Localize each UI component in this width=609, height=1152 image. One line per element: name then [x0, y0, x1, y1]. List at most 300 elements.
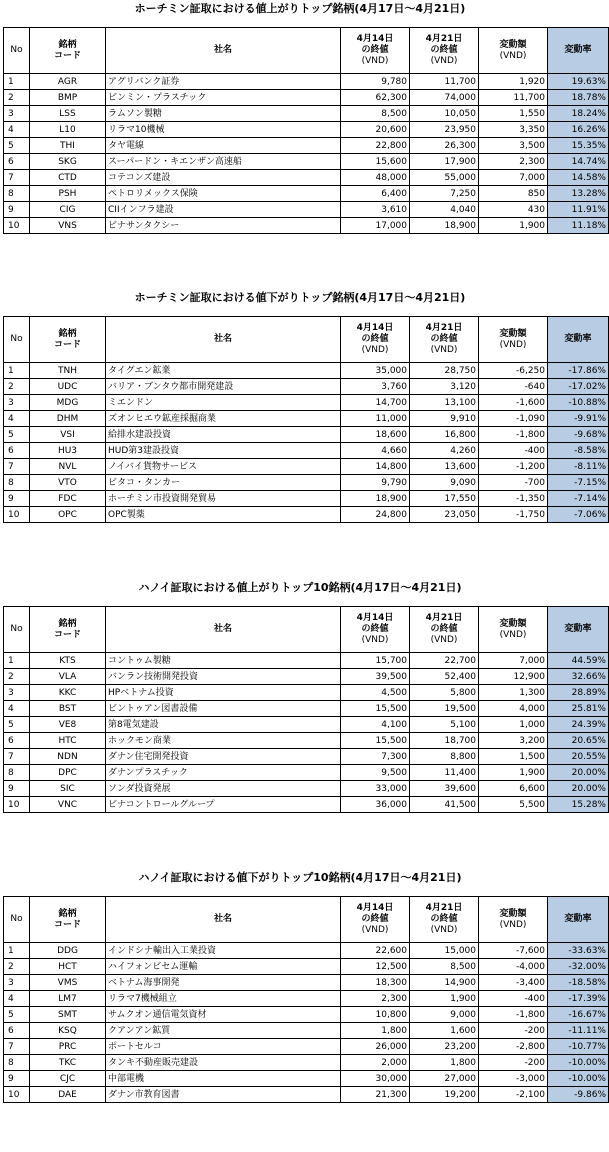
cell-no: 7: [4, 459, 30, 475]
cell-name: スーパードン・キエンザン高速船: [106, 154, 341, 170]
header-code: [30, 897, 106, 943]
header-close-a-line1: 4月14日: [356, 903, 394, 913]
cell-close-b: 41,500: [410, 797, 479, 813]
table-row: [4, 797, 609, 813]
cell-close-b: 17,900: [410, 154, 479, 170]
cell-close-b: 16,800: [410, 427, 479, 443]
header-close-b-line3: (VND): [430, 345, 458, 355]
cell-no: 5: [4, 717, 30, 733]
cell-name: ビンミン・プラスチック: [106, 90, 341, 106]
cell-name: ダナン市教育図書: [106, 1087, 341, 1103]
header-close-b-line2: の終値: [430, 334, 458, 344]
cell-close-a: 4,100: [341, 717, 410, 733]
cell-code: L10: [30, 122, 106, 138]
table-row: [4, 379, 609, 395]
cell-close-a: 15,500: [341, 733, 410, 749]
table-row: [4, 90, 609, 106]
cell-change: -1,090: [479, 411, 548, 427]
cell-name: ダナン住宅開発投資: [106, 749, 341, 765]
header-close-b-line1: 4月21日: [425, 903, 463, 913]
cell-rate: -17.39%: [548, 991, 609, 1007]
cell-close-a: 2,000: [341, 1055, 410, 1071]
header-close-b-line1: 4月21日: [425, 34, 463, 44]
cell-code: VNS: [30, 218, 106, 234]
header-close-a-line3: (VND): [361, 345, 389, 355]
cell-close-b: 4,260: [410, 443, 479, 459]
cell-code: VMS: [30, 975, 106, 991]
header-row: [4, 317, 609, 363]
cell-close-b: 1,800: [410, 1055, 479, 1071]
cell-close-a: 48,000: [341, 170, 410, 186]
cell-close-b: 11,400: [410, 765, 479, 781]
stock-table: [3, 606, 609, 813]
header-rate-label: 変動率: [564, 45, 592, 55]
cell-code: BST: [30, 701, 106, 717]
cell-name: HPベトナム投資: [106, 685, 341, 701]
cell-close-a: 36,000: [341, 797, 410, 813]
cell-no: 5: [4, 427, 30, 443]
cell-no: 2: [4, 669, 30, 685]
cell-rate: -8.11%: [548, 459, 609, 475]
cell-name: ズオンヒエウ鉱産採掘商業: [106, 411, 341, 427]
cell-change: 430: [479, 202, 548, 218]
header-name: [106, 897, 341, 943]
cell-close-a: 18,300: [341, 975, 410, 991]
header-change-line1: 変動額: [499, 39, 527, 50]
cell-close-b: 5,800: [410, 685, 479, 701]
cell-close-b: 3,120: [410, 379, 479, 395]
table-row: [4, 507, 609, 523]
cell-rate: 16.26%: [548, 122, 609, 138]
cell-code: VSI: [30, 427, 106, 443]
cell-close-a: 26,000: [341, 1039, 410, 1055]
cell-no: 1: [4, 74, 30, 90]
cell-name: ビナコントロールグループ: [106, 797, 341, 813]
table-title: ホーチミン証取における値上がりトップ銘柄(4月17日～4月21日): [134, 2, 466, 15]
table-row: [4, 363, 609, 379]
cell-code: KTS: [30, 653, 106, 669]
cell-no: 10: [4, 797, 30, 813]
cell-close-a: 14,800: [341, 459, 410, 475]
cell-no: 1: [4, 653, 30, 669]
table-row: [4, 475, 609, 491]
cell-close-b: 27,000: [410, 1071, 479, 1087]
header-rate: [548, 317, 609, 363]
header-change: [479, 28, 548, 74]
cell-code: CIG: [30, 202, 106, 218]
cell-no: 7: [4, 170, 30, 186]
header-close-a: [341, 28, 410, 74]
cell-change: -1,750: [479, 507, 548, 523]
header-row: [4, 607, 609, 653]
table-body: [4, 653, 609, 813]
cell-no: 6: [4, 1023, 30, 1039]
cell-no: 8: [4, 1055, 30, 1071]
cell-code: DDG: [30, 943, 106, 959]
table-row: [4, 443, 609, 459]
header-close-a-line1: 4月14日: [356, 323, 394, 333]
cell-rate: -18.58%: [548, 975, 609, 991]
header-row: [4, 897, 609, 943]
cell-change: -2,800: [479, 1039, 548, 1055]
cell-change: 2,300: [479, 154, 548, 170]
header-close-b: [410, 317, 479, 363]
cell-change: 1,920: [479, 74, 548, 90]
header-change-line1: 変動額: [499, 328, 527, 339]
cell-rate: -9.86%: [548, 1087, 609, 1103]
header-close-a-line3: (VND): [361, 635, 389, 645]
table-row: [4, 781, 609, 797]
cell-change: 7,000: [479, 653, 548, 669]
cell-close-b: 19,200: [410, 1087, 479, 1103]
cell-change: 1,500: [479, 749, 548, 765]
header-name-label: 社名: [213, 45, 232, 55]
cell-close-b: 10,050: [410, 106, 479, 122]
cell-close-b: 23,950: [410, 122, 479, 138]
cell-code: KKC: [30, 685, 106, 701]
cell-change: 1,000: [479, 717, 548, 733]
cell-code: CJC: [30, 1071, 106, 1087]
cell-no: 9: [4, 202, 30, 218]
table-row: [4, 1055, 609, 1071]
cell-name: クアンアン鉱質: [106, 1023, 341, 1039]
header-code-line2: コード: [53, 50, 81, 61]
table-row: [4, 138, 609, 154]
cell-close-b: 7,250: [410, 186, 479, 202]
cell-rate: 14.74%: [548, 154, 609, 170]
header-change-line1: 変動額: [499, 618, 527, 629]
cell-close-b: 26,300: [410, 138, 479, 154]
cell-close-b: 22,700: [410, 653, 479, 669]
table-row: [4, 717, 609, 733]
header-name-label: 社名: [213, 914, 232, 924]
header-code-line1: 銘柄: [58, 618, 77, 629]
cell-code: LM7: [30, 991, 106, 1007]
cell-change: -2,100: [479, 1087, 548, 1103]
cell-no: 9: [4, 781, 30, 797]
cell-change: 1,550: [479, 106, 548, 122]
cell-rate: -9.68%: [548, 427, 609, 443]
cell-name: HUD第3建設投資: [106, 443, 341, 459]
cell-close-b: 23,200: [410, 1039, 479, 1055]
cell-close-a: 9,790: [341, 475, 410, 491]
cell-change: 12,900: [479, 669, 548, 685]
table-row: [4, 701, 609, 717]
cell-close-a: 12,500: [341, 959, 410, 975]
header-code-line1: 銘柄: [58, 328, 77, 339]
table-title: ホーチミン証取における値下がりトップ銘柄(4月17日～4月21日): [134, 291, 466, 304]
cell-change: -3,000: [479, 1071, 548, 1087]
cell-code: SMT: [30, 1007, 106, 1023]
table-body: [4, 363, 609, 523]
cell-code: AGR: [30, 74, 106, 90]
header-close-b-line1: 4月21日: [425, 323, 463, 333]
cell-close-a: 18,600: [341, 427, 410, 443]
header-close-b: [410, 28, 479, 74]
cell-close-b: 8,800: [410, 749, 479, 765]
cell-change: 1,900: [479, 218, 548, 234]
cell-no: 4: [4, 122, 30, 138]
table-row: [4, 459, 609, 475]
cell-change: -200: [479, 1023, 548, 1039]
table-row: [4, 1071, 609, 1087]
cell-no: 9: [4, 491, 30, 507]
cell-rate: -17.86%: [548, 363, 609, 379]
cell-close-a: 2,300: [341, 991, 410, 1007]
table-row: [4, 653, 609, 669]
cell-close-b: 1,900: [410, 991, 479, 1007]
cell-no: 6: [4, 154, 30, 170]
cell-name: インドシナ輸出入工業投資: [106, 943, 341, 959]
table-row: [4, 491, 609, 507]
cell-no: 10: [4, 218, 30, 234]
header-rate: [548, 28, 609, 74]
cell-no: 10: [4, 507, 30, 523]
header-code-line1: 銘柄: [58, 908, 77, 919]
header-change: [479, 317, 548, 363]
cell-change: 1,900: [479, 765, 548, 781]
table-row: [4, 218, 609, 234]
cell-close-b: 19,500: [410, 701, 479, 717]
cell-change: -4,000: [479, 959, 548, 975]
cell-name: リラマ10機械: [106, 122, 341, 138]
header-code: [30, 607, 106, 653]
cell-close-b: 39,600: [410, 781, 479, 797]
cell-name: OPC製薬: [106, 507, 341, 523]
header-close-b-line3: (VND): [430, 56, 458, 66]
cell-name: 給排水建設投資: [106, 427, 341, 443]
cell-close-a: 18,900: [341, 491, 410, 507]
cell-change: -200: [479, 1055, 548, 1071]
cell-name: ビナサンタクシー: [106, 218, 341, 234]
cell-rate: 24.39%: [548, 717, 609, 733]
header-close-b: [410, 897, 479, 943]
cell-code: PRC: [30, 1039, 106, 1055]
stock-table: [3, 896, 609, 1103]
cell-code: LSS: [30, 106, 106, 122]
cell-no: 6: [4, 733, 30, 749]
cell-no: 8: [4, 765, 30, 781]
cell-rate: 15.28%: [548, 797, 609, 813]
cell-change: -640: [479, 379, 548, 395]
header-change-line2: (VND): [499, 919, 527, 930]
cell-close-a: 1,800: [341, 1023, 410, 1039]
header-close-a-line2: の終値: [361, 624, 389, 634]
cell-close-b: 9,090: [410, 475, 479, 491]
header-close-b-line2: の終値: [430, 624, 458, 634]
cell-name: ハイフォンビセム運輸: [106, 959, 341, 975]
cell-change: -7,600: [479, 943, 548, 959]
header-close-b-line1: 4月21日: [425, 613, 463, 623]
cell-name: 中部電機: [106, 1071, 341, 1087]
cell-rate: 19.63%: [548, 74, 609, 90]
table-row: [4, 106, 609, 122]
cell-close-a: 15,700: [341, 653, 410, 669]
cell-close-a: 4,500: [341, 685, 410, 701]
cell-rate: 28.89%: [548, 685, 609, 701]
cell-change: 11,700: [479, 90, 548, 106]
header-close-b-line3: (VND): [430, 635, 458, 645]
cell-rate: 20.00%: [548, 781, 609, 797]
cell-rate: 20.55%: [548, 749, 609, 765]
cell-no: 7: [4, 1039, 30, 1055]
header-name: [106, 28, 341, 74]
header-code-line2: コード: [53, 629, 81, 640]
cell-close-a: 24,800: [341, 507, 410, 523]
table-row: [4, 122, 609, 138]
cell-rate: 32.66%: [548, 669, 609, 685]
table-row: [4, 959, 609, 975]
cell-no: 2: [4, 959, 30, 975]
header-code-line2: コード: [53, 919, 81, 930]
cell-no: 3: [4, 106, 30, 122]
cell-code: THI: [30, 138, 106, 154]
cell-change: -400: [479, 443, 548, 459]
cell-close-b: 17,550: [410, 491, 479, 507]
cell-rate: 13.28%: [548, 186, 609, 202]
cell-name: CIIインフラ建設: [106, 202, 341, 218]
header-rate: [548, 897, 609, 943]
cell-rate: -17.02%: [548, 379, 609, 395]
stock-table: [3, 27, 609, 234]
header-code: [30, 317, 106, 363]
cell-name: ビタコ・タンカー: [106, 475, 341, 491]
cell-code: PSH: [30, 186, 106, 202]
header-close-a-line3: (VND): [361, 56, 389, 66]
cell-name: リラマ7機械組立: [106, 991, 341, 1007]
stock-table: [3, 316, 609, 523]
cell-close-b: 5,100: [410, 717, 479, 733]
cell-close-a: 30,000: [341, 1071, 410, 1087]
cell-rate: -16.67%: [548, 1007, 609, 1023]
cell-close-a: 6,400: [341, 186, 410, 202]
header-close-a-line1: 4月14日: [356, 34, 394, 44]
cell-rate: -10.00%: [548, 1071, 609, 1087]
cell-change: 5,500: [479, 797, 548, 813]
table-row: [4, 975, 609, 991]
cell-name: バンラン技術開発投資: [106, 669, 341, 685]
cell-code: HU3: [30, 443, 106, 459]
cell-rate: 14.58%: [548, 170, 609, 186]
cell-code: DAE: [30, 1087, 106, 1103]
header-change-line2: (VND): [499, 629, 527, 640]
cell-close-a: 14,700: [341, 395, 410, 411]
cell-change: -1,600: [479, 395, 548, 411]
header-code-line2: コード: [53, 339, 81, 350]
cell-change: -1,800: [479, 427, 548, 443]
header-rate-label: 変動率: [564, 334, 592, 344]
cell-no: 6: [4, 443, 30, 459]
header-close-b: [410, 607, 479, 653]
cell-no: 1: [4, 363, 30, 379]
header-close-b-line2: の終値: [430, 914, 458, 924]
cell-code: FDC: [30, 491, 106, 507]
cell-close-a: 22,600: [341, 943, 410, 959]
cell-no: 8: [4, 475, 30, 491]
table-row: [4, 991, 609, 1007]
cell-no: 4: [4, 411, 30, 427]
cell-name: ホックモン商業: [106, 733, 341, 749]
cell-code: HTC: [30, 733, 106, 749]
header-close-b-line2: の終値: [430, 45, 458, 55]
header-close-a-line3: (VND): [361, 925, 389, 935]
cell-close-a: 62,300: [341, 90, 410, 106]
table-row: [4, 733, 609, 749]
cell-code: VE8: [30, 717, 106, 733]
cell-close-a: 33,000: [341, 781, 410, 797]
cell-change: 3,500: [479, 138, 548, 154]
table-row: [4, 154, 609, 170]
cell-no: 3: [4, 395, 30, 411]
cell-code: VLA: [30, 669, 106, 685]
cell-rate: 20.00%: [548, 765, 609, 781]
header-code-line1: 銘柄: [58, 39, 77, 50]
cell-name: ベトナム海事開発: [106, 975, 341, 991]
cell-code: HCT: [30, 959, 106, 975]
cell-close-a: 15,500: [341, 701, 410, 717]
cell-close-b: 4,040: [410, 202, 479, 218]
cell-rate: -8.58%: [548, 443, 609, 459]
cell-close-b: 74,000: [410, 90, 479, 106]
cell-rate: 44.59%: [548, 653, 609, 669]
cell-name: ラムソン製糖: [106, 106, 341, 122]
header-change: [479, 607, 548, 653]
table-row: [4, 749, 609, 765]
cell-close-b: 23,050: [410, 507, 479, 523]
cell-close-b: 13,100: [410, 395, 479, 411]
cell-rate: 11.91%: [548, 202, 609, 218]
cell-no: 1: [4, 943, 30, 959]
table-row: [4, 186, 609, 202]
cell-name: 第8電気建設: [106, 717, 341, 733]
cell-close-a: 3,610: [341, 202, 410, 218]
cell-close-a: 21,300: [341, 1087, 410, 1103]
header-rate: [548, 607, 609, 653]
cell-rate: 18.24%: [548, 106, 609, 122]
header-no: No: [4, 317, 30, 363]
header-close-b-line3: (VND): [430, 925, 458, 935]
header-rate-label: 変動率: [564, 624, 592, 634]
cell-change: -700: [479, 475, 548, 491]
cell-name: サムクオン通信電気資材: [106, 1007, 341, 1023]
cell-close-b: 9,000: [410, 1007, 479, 1023]
cell-close-a: 9,500: [341, 765, 410, 781]
header-close-a-line1: 4月14日: [356, 613, 394, 623]
cell-name: ミエンドン: [106, 395, 341, 411]
cell-close-b: 55,000: [410, 170, 479, 186]
header-close-a-line2: の終値: [361, 45, 389, 55]
cell-rate: -32.00%: [548, 959, 609, 975]
header-no: No: [4, 28, 30, 74]
cell-rate: -11.11%: [548, 1023, 609, 1039]
cell-name: コントゥム製糖: [106, 653, 341, 669]
header-close-a: [341, 607, 410, 653]
cell-name: バリア・ブンタウ都市開発建設: [106, 379, 341, 395]
header-no: No: [4, 607, 30, 653]
table-row: [4, 395, 609, 411]
cell-no: 10: [4, 1087, 30, 1103]
table-row: [4, 1087, 609, 1103]
cell-code: MDG: [30, 395, 106, 411]
header-close-a-line2: の終値: [361, 914, 389, 924]
cell-no: 3: [4, 685, 30, 701]
cell-name: タヤ電線: [106, 138, 341, 154]
header-change-line2: (VND): [499, 339, 527, 350]
cell-close-a: 3,760: [341, 379, 410, 395]
cell-rate: 20.65%: [548, 733, 609, 749]
table-row: [4, 1007, 609, 1023]
header-close-a-line2: の終値: [361, 334, 389, 344]
